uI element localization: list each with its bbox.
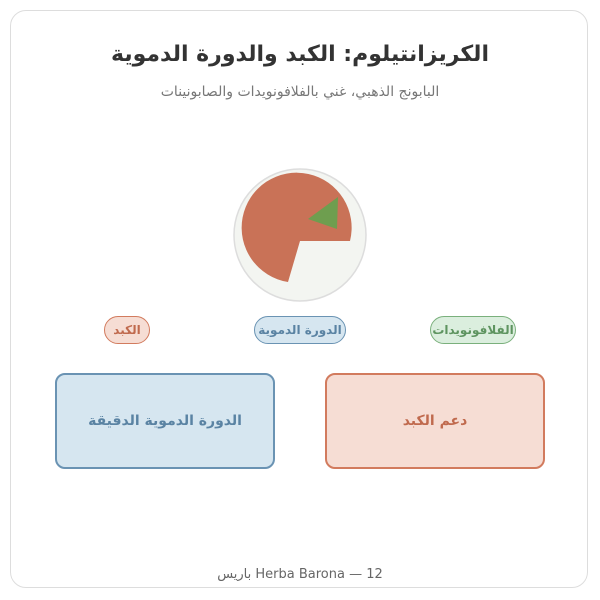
tag-liver: الكبد (104, 316, 150, 344)
page-title: الكريزانتيلوم: الكبد والدورة الدموية (111, 42, 489, 67)
page-subtitle: البابونج الذهبي، غني بالفلافونويدات والصابونينات (160, 84, 440, 100)
box-microcirculation: الدورة الدموية الدقيقة (55, 373, 275, 469)
tag-flavonoids: الفلافونويدات (430, 316, 516, 344)
tag-blood-circulation: الدورة الدموية (254, 316, 346, 344)
footer-text: Herba Barona — 12 باريس (217, 567, 383, 582)
box-liver-support: دعم الكبد (325, 373, 545, 469)
